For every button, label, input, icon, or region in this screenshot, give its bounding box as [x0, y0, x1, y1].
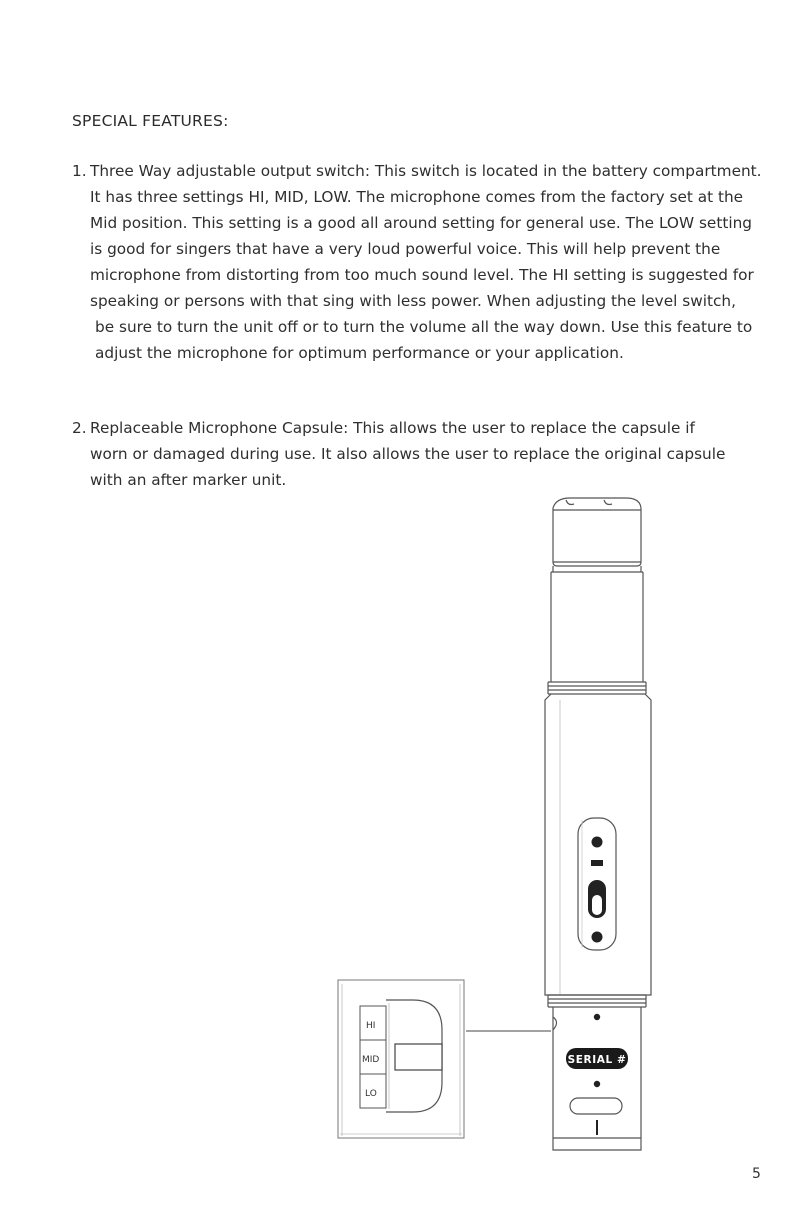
item-line: microphone from distorting from too much sound level. The HI setting is suggested for — [90, 266, 754, 284]
switch-label-hi: HI — [366, 1021, 376, 1031]
item-line: Mid position. This setting is a good all around setting for general use. The LOW setting — [90, 214, 752, 232]
page-number: 5 — [752, 1166, 761, 1182]
serial-badge-label: SERIAL # — [567, 1054, 627, 1066]
microphone-neck — [548, 566, 646, 694]
item-line: with an after marker unit. — [90, 471, 287, 489]
capsule-grille — [553, 498, 641, 566]
item-line: Replaceable Microphone Capsule: This allows the user to replace the capsule if — [90, 419, 695, 437]
item-line: adjust the microphone for optimum performance or your application. — [95, 344, 624, 362]
item-line: be sure to turn the unit off or to turn the volume all the way down. Use this feature to — [95, 318, 753, 336]
item-line: worn or damaged during use. It also allows the user to replace the original capsule — [90, 445, 726, 463]
item-line: speaking or persons with that sing with less power. When adjusting the level switch, — [90, 292, 736, 310]
section-heading: SPECIAL FEATURES: — [72, 112, 229, 130]
switch-inset — [338, 980, 464, 1138]
body-power-switch — [588, 837, 606, 943]
item-line: is good for singers that have a very loud powerful voice. This will help prevent the — [90, 240, 721, 258]
switch-label-lo: LO — [365, 1089, 377, 1099]
item-number: 1. — [72, 162, 87, 180]
switch-label-mid: MID — [362, 1055, 380, 1065]
item-line: It has three settings HI, MID, LOW. The microphone comes from the factory set at the — [90, 188, 744, 206]
item-number: 2. — [72, 419, 87, 437]
item-line: Three Way adjustable output switch: This switch is located in the battery compartment. — [90, 162, 762, 180]
